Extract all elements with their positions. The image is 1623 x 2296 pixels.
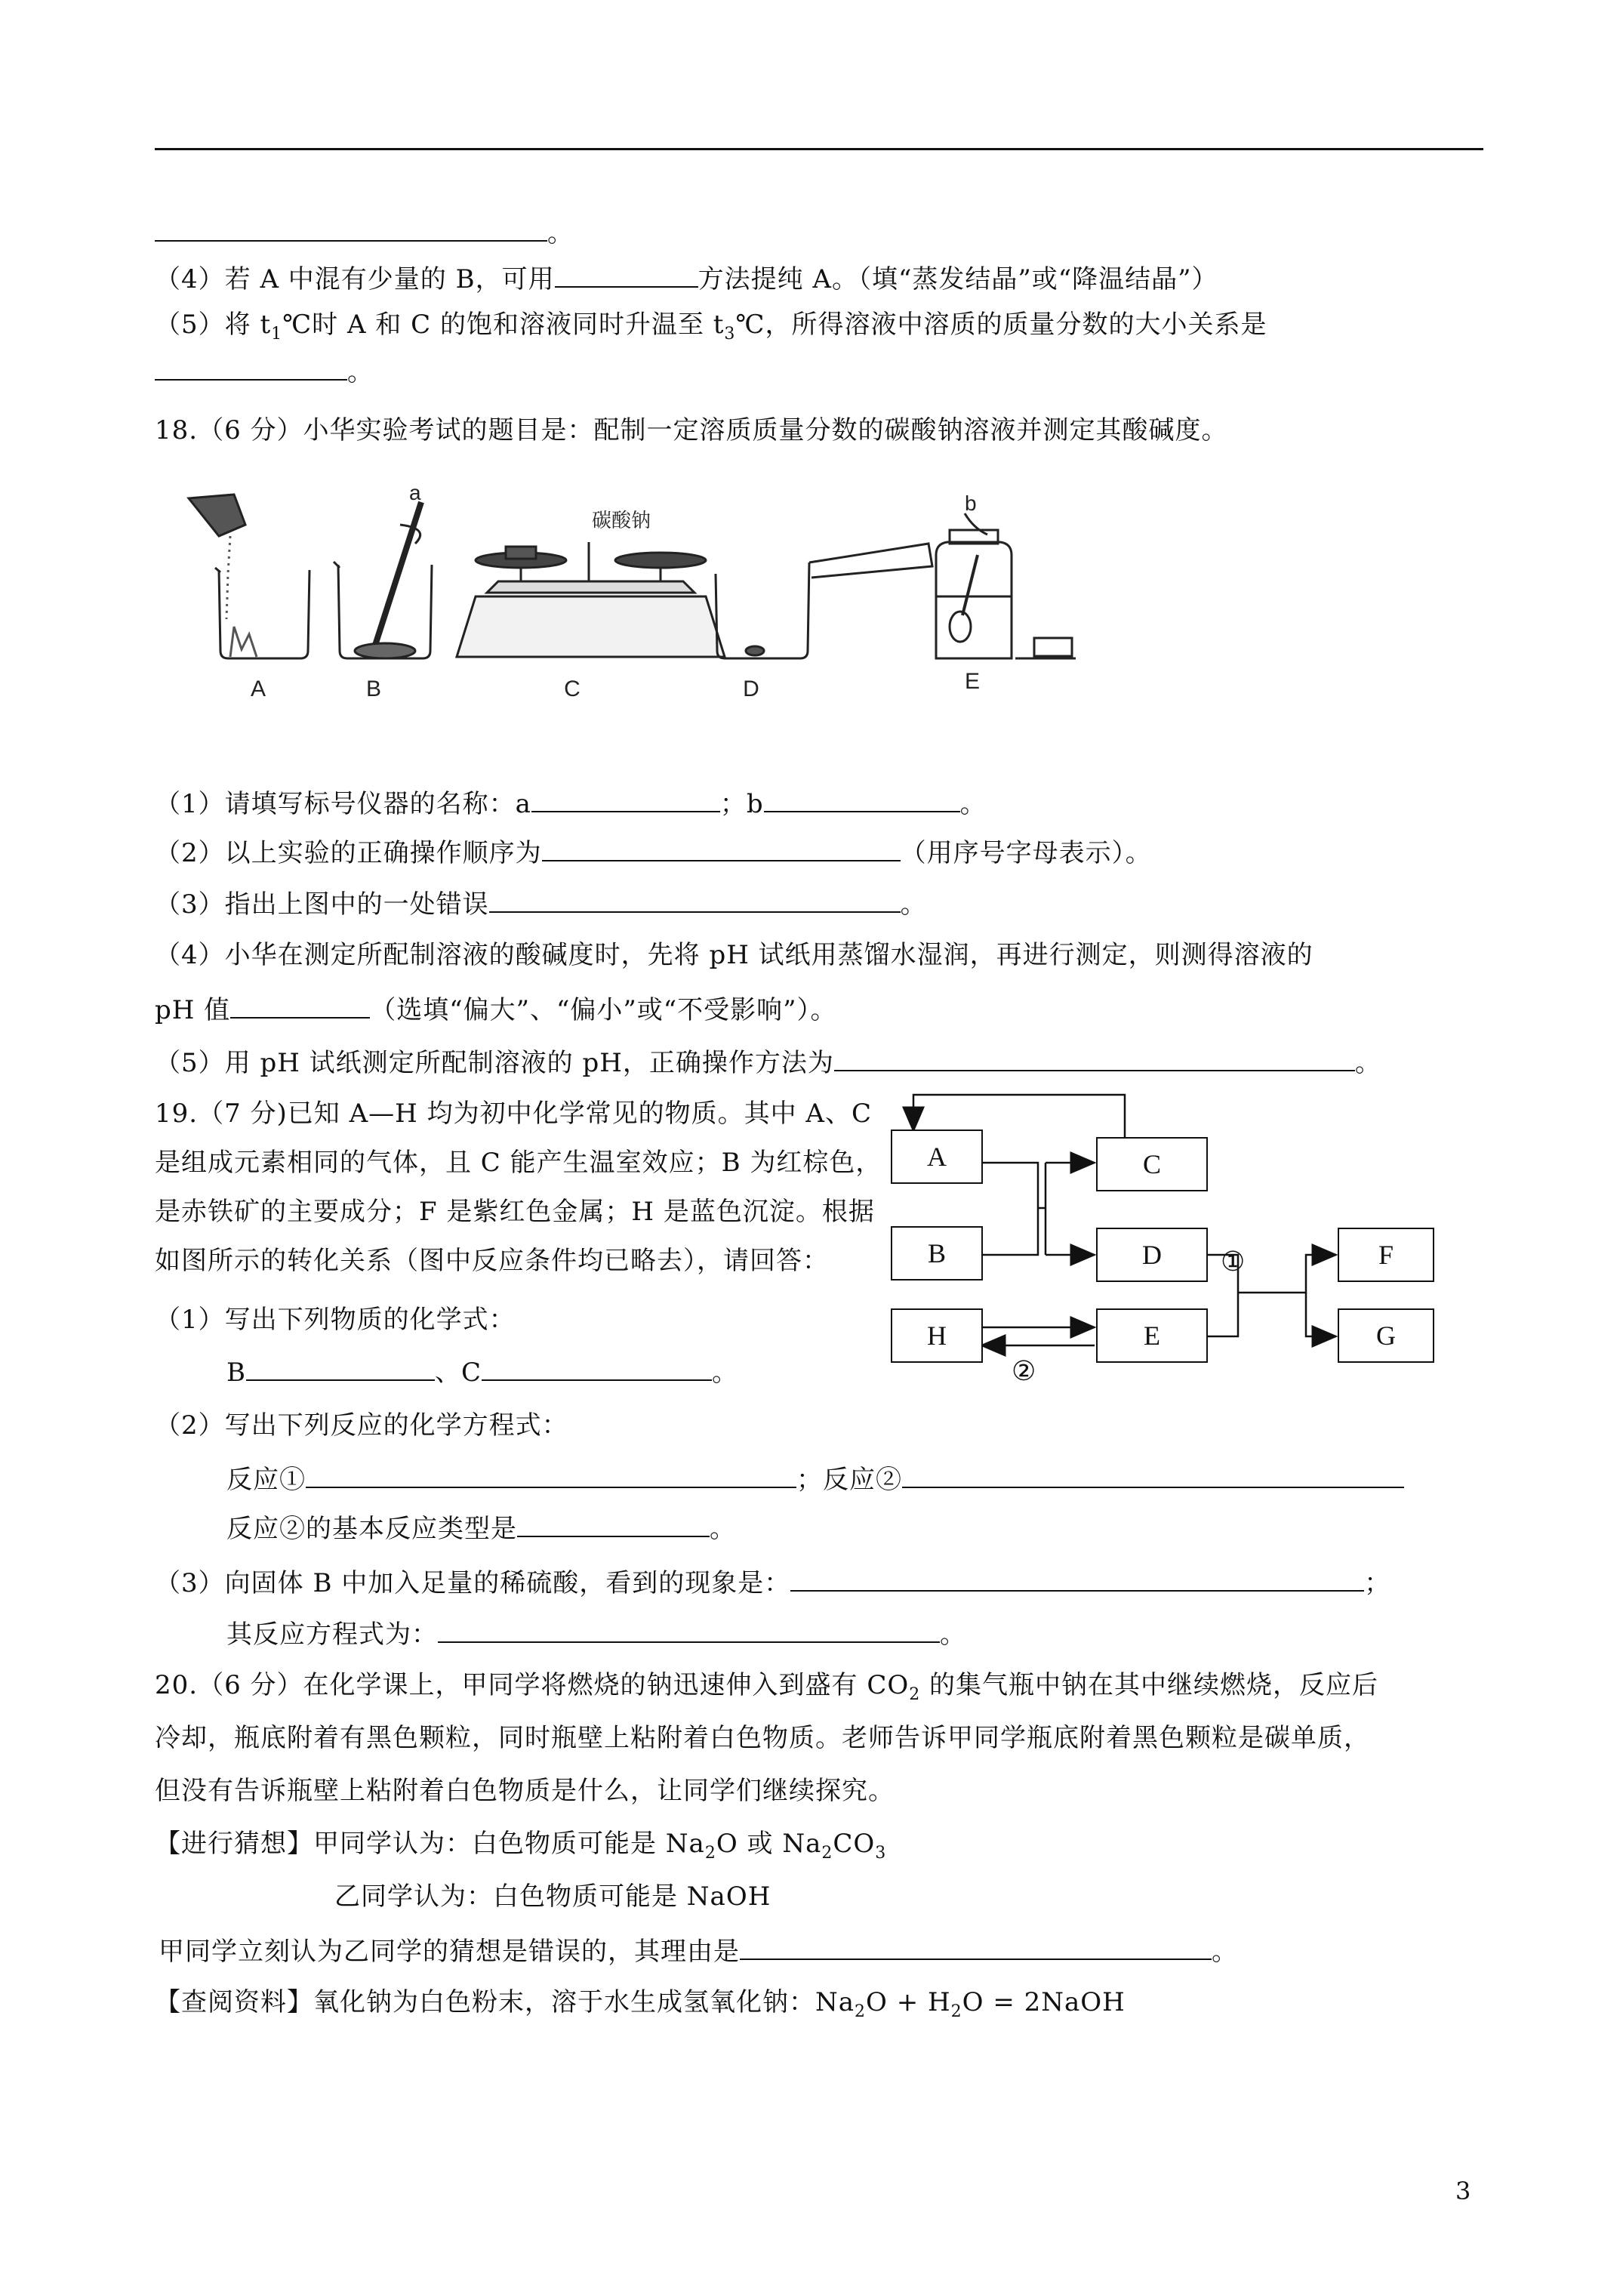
q19-part3: （3）向固体 B 中加入足量的稀硫酸，看到的现象是： ； — [155, 1564, 1390, 1600]
apparatus-e-bottle — [936, 513, 1076, 658]
q19-part3-equation: 其反应方程式为： 。 — [226, 1616, 966, 1651]
apparatus-d-beaker — [716, 544, 932, 658]
q19-part1: （1）写出下列物质的化学式： — [155, 1305, 516, 1335]
apparatus-label-d: D — [743, 676, 759, 701]
apparatus-c-balance — [457, 529, 725, 657]
q18-part3: （3）指出上图中的一处错误 。 — [155, 886, 927, 921]
apparatus-caption: 碳酸钠 — [591, 510, 651, 532]
answer-blank[interactable] — [834, 1044, 1355, 1071]
flow-mark-1: ① — [1221, 1247, 1246, 1277]
q18-part2: （2）以上实验的正确操作顺序为 （用序号字母表示）。 — [155, 834, 1152, 870]
answer-blank[interactable] — [790, 1564, 1364, 1592]
q19-part1-answers: B 、C 。 — [226, 1354, 738, 1389]
q18-part4-cont: pH 值 （选填“偏大”、“偏小”或“不受影响”）。 — [155, 991, 837, 1027]
answer-blank[interactable] — [438, 1616, 940, 1643]
q19-part2: （2）写出下列反应的化学方程式： — [155, 1410, 568, 1441]
lab-apparatus-figure — [174, 483, 1102, 710]
answer-blank[interactable] — [555, 260, 698, 288]
answer-blank[interactable] — [482, 1354, 712, 1381]
q17-part5: （5）将 $t_1℃$时 A 和 C 的饱和溶液同时升温至 $t_3℃$，所得溶液中溶质的质量分数的大小关系是 — [155, 310, 1267, 344]
answer-blank[interactable] — [902, 1461, 1404, 1488]
q19-stem-2: 是组成元素相同的气体，且 C 能产生温室效应；B 为红棕色， — [155, 1148, 882, 1178]
answer-blank[interactable] — [531, 785, 720, 812]
answer-blank[interactable] — [155, 214, 547, 242]
node-b: B — [891, 1226, 983, 1281]
apparatus-b-beaker — [334, 502, 432, 658]
node-f: F — [1338, 1228, 1434, 1282]
node-d: D — [1096, 1228, 1208, 1282]
answer-blank[interactable] — [764, 785, 960, 812]
answer-blank[interactable] — [489, 886, 901, 913]
q19-stem-4: 如图所示的转化关系（图中反应条件均已略去），请回答： — [155, 1246, 829, 1276]
q18-part1: （1）请填写标号仪器的名称：a ；b 。 — [155, 785, 987, 821]
apparatus-label-e: E — [964, 669, 981, 694]
q19-part2-equations: 反应① ；反应② — [226, 1461, 1404, 1496]
q19-part2-type: 反应②的基本反应类型是 。 — [226, 1510, 736, 1546]
apparatus-label-a: A — [250, 676, 266, 701]
q18-part5: （5）用 pH 试纸测定所配制溶液的 pH，正确操作方法为 。 — [155, 1044, 1381, 1080]
q20-stem-1: 20.（6 分）在化学课上，甲同学将燃烧的钠迅速伸入到盛有 $CO_2$ 的集气瓶中钠在其中继续燃烧，反应后 — [155, 1670, 1379, 1704]
apparatus-label-b: B — [365, 676, 382, 701]
node-g: G — [1338, 1308, 1434, 1363]
q20-stem-2: 冷却，瓶底附着有黑色颗粒，同时瓶壁上粘附着白色物质。老师告诉甲同学瓶底附着黑色颗粒是碳单质， — [155, 1723, 1370, 1753]
q20-reason: 甲同学立刻认为乙同学的猜想是错误的，其理由是 。 — [159, 1933, 1238, 1968]
apparatus-tag-b: b — [965, 492, 977, 515]
apparatus-tag-a: a — [409, 483, 421, 504]
q20-hypothesis-2: 乙同学认为：白色物质可能是 NaOH — [334, 1881, 771, 1912]
q20-stem-3: 但没有告诉瓶壁上粘附着白色物质是什么，让同学们继续探究。 — [155, 1776, 895, 1806]
q17-part5-answer: 。 — [155, 353, 374, 389]
answer-blank[interactable] — [246, 1354, 435, 1381]
q20-hypothesis-1: 【进行猜想】甲同学认为：白色物质可能是 $Na_2O$ 或 $Na_2CO_3$ — [155, 1829, 887, 1863]
answer-blank[interactable] — [542, 834, 901, 861]
answer-blank[interactable] — [517, 1510, 710, 1537]
answer-blank[interactable] — [230, 991, 370, 1019]
q17-part4: （4）若 A 中混有少量的 B，可用 方法提纯 A。（填“蒸发结晶”或“降温结晶”） — [155, 260, 1218, 296]
header-rule — [155, 148, 1483, 150]
q18-stem: 18.（6 分）小华实验考试的题目是：配制一定溶质质量分数的碳酸钠溶液并测定其酸碱度。 — [155, 415, 1228, 445]
q20-reference: 【查阅资料】氧化钠为白色粉末，溶于水生成氢氧化钠：$Na_2O + H_2O$ = 2NaOH — [155, 1987, 1126, 2021]
q18-part4: （4）小华在测定所配制溶液的酸碱度时，先将 pH 试纸用蒸馏水湿润，再进行测定，则测得溶液的 — [155, 940, 1313, 970]
flow-mark-2: ② — [1012, 1356, 1037, 1387]
q17-answer-line-3: 。 — [155, 214, 574, 250]
q19-stem-1: 19.（7 分)已知 A—H 均为初中化学常见的物质。其中 A、C — [155, 1099, 872, 1129]
node-e: E — [1096, 1308, 1208, 1363]
answer-blank[interactable] — [306, 1461, 796, 1488]
q19-stem-3: 是赤铁矿的主要成分；F 是紫红色金属；H 是蓝色沉淀。根据 — [155, 1197, 875, 1227]
node-h: H — [891, 1308, 983, 1363]
apparatus-a-beaker — [189, 495, 310, 658]
page-number: 3 — [1455, 2177, 1471, 2205]
answer-blank[interactable] — [155, 353, 347, 381]
apparatus-label-c: C — [564, 676, 581, 701]
node-a: A — [891, 1130, 983, 1184]
node-c: C — [1096, 1137, 1208, 1191]
answer-blank[interactable] — [740, 1933, 1212, 1960]
